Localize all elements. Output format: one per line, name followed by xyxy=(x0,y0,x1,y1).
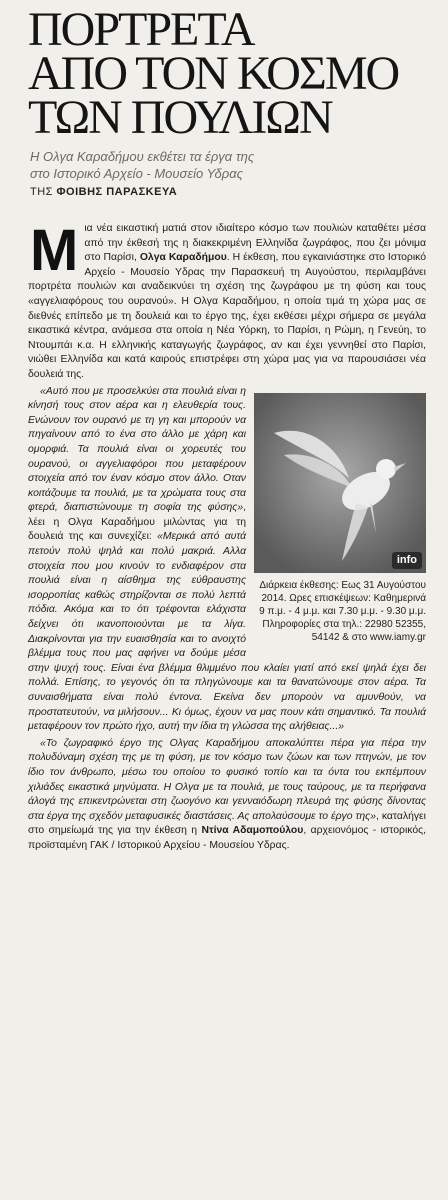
info-badge: info xyxy=(392,552,422,569)
info-box xyxy=(254,393,426,644)
byline-prefix: ΤΗΣ xyxy=(30,186,53,198)
artist-quote-2: «Μερικά από αυτά πετούν πολύ ψηλά και πολύ μακριά. Αλλα στοιχεία που μου κινούν το ενδιαφέρον στα πουλιά είναι η αίσθημα της εύθραυστης ισορροπίας καθώς στηρίζονται σε πολύ λεπτά πόδια. Ακόμα και το ότι τρέφονται ελάχιστα δείχνει ότι ικανοποιούνται με τα λίγα. Διακρίνονται για την ευαισθησία και το ανοιχτό βλέμμα τους που μας αφήνει να δούμε μέσα στην ψυχή τους. Είναι ένα βλέμμα θλιμμένο που κλαίει γιατί από εκεί ψηλά έχει δει πολλά. Επίσης, το γεγονός ότι τα πληγώνουμε και τα θανατώνουμε στον αέρα. Τα συναισθήματα είναι πολύ έντονα. Εκείνα δεν μπορούν να αμυνθούν, να προστατευτούν, να μιλήσουν... Κι όμως, έχουν να μας πουν κάτι σημαντικό. Τα πουλιά μεταφέρουν τον πρώτο ήχο, αυτή την ίδια τη γλώσσα της αλήθειας...» xyxy=(28,531,426,733)
subtitle xyxy=(30,148,410,182)
subtitle-line-1: Η Ολγα Καραδήμου εκθέτει τα έργα της xyxy=(30,149,255,164)
curator-quote: «Το ζωγραφικό έργο της Ολγας Καραδήμου αποκαλύπτει πέρα για πέρα την πολυδύναμη σχέση της με τη φύση, με τον κόσμο των ζώων και των πτηνών, με τον ίδιο τον άνθρωπο, μέσω του οποίου το φυσικό τοπίο και τα όντα του εκπέμπουν χιλιάδες εικαστικά μηνύματα. Η Ολγα με τα πουλιά, με τους ταύρους, με τα περήφανα άλογά της επικεντρώνεται στη ζωογόνο και γενναιόδωρη πλευρά της φύσης δίνοντας στα έργα της σχεδόν μεταφυσικές διαστάσεις. Ας απολαύσουμε το έργο της» xyxy=(28,737,426,822)
headline xyxy=(28,3,428,144)
bird-photo xyxy=(254,393,426,573)
artist-name: Ολγα Καραδήμου xyxy=(139,252,227,264)
p3-tail-a: , καταλήγει στο σημείωμά της για την έκθεση η xyxy=(28,810,426,837)
article-body xyxy=(28,218,426,856)
p1-text-b: . Η έκθεση, που εγκαινιάστηκε στο Ιστορικό Αρχείο - Μουσείο Υδρας την Παρασκευή τη Αυγούστου, περιλαμβάνει πορτρέτα πουλιών και αναδεικνύει τη σχέση της ζωγράφου με τη φύση και τους «αγγελιαφόρους του ουρανού». Η Ολγα Καραδήμου, η οποία τιμά τη χώρα μας σε διεθνές επίπεδο με τη δουλειά και το έργο της, έχει εκθέσει μέχρι σήμερα σε μεγάλα εικαστικά κέντρα, ανάμεσα στα οποία η Νέα Υόρκη, το Παρίσι, η Ρώμη, η Γενεύη, το Ντουμπάι κ.α. Η ελληνικής καταγωγής ζωγράφος, αν και έχει γεννηθεί στο Παρίσι, νιώθει Ελληνίδα και κατά καιρούς επιστρέφει στη χώρα μας για να παρουσιάσει νέα δουλειά της. xyxy=(28,252,426,380)
headline-line-2: ΑΠΟ ΤΟΝ ΚΟΣΜΟ xyxy=(28,47,399,100)
p2-attribution: , λέει η Ολγα Καραδήμου μιλώντας για τη δουλειά της και συνεχίζει: xyxy=(28,502,246,543)
p1-text-a: ια νέα εικαστική ματιά στον ιδιαίτερο κόσμο των πουλιών καταθέτει μέσα από την έκθεσή της η διακεκριμένη Ελληνίδα ζωγράφος, που ζει μόνιμα στο Παρίσι, xyxy=(84,223,426,264)
byline xyxy=(30,186,177,198)
paragraph-1 xyxy=(28,218,426,383)
artist-quote-1: «Αυτό που με προσελκύει στα πουλιά είναι η κίνησή τους στον αέρα και η ελευθερία τους. Ενώνουν τον ουρανό με τη γη και μπορούν να πηγαίνουν από το ένα στο άλλο με χάρη και ομορφιά. Τα πουλιά είναι οι χορευτές του ουρανού, οι αγγελιαφόροι που μεταφέρουν στοιχεία από τον έναν κόσμο στον άλλο. Οταν κοιτάζουμε τα πουλιά, με τα χρώματα τους στα φτερά, διαπιστώνουμε τη σοφία της φύσης» xyxy=(28,385,246,514)
subtitle-line-2: στο Ιστορικό Αρχείο - Μουσείο Υδρας xyxy=(30,166,243,181)
curator-name: Ντίνα Αδαμοπούλου xyxy=(201,825,304,837)
p3-tail-b: , αρχειονόμος - ιστορικός, προϊσταμένη ΓΑΚ / Ιστορικού Αρχείου - Μουσείου Υδρας. xyxy=(28,825,426,851)
byline-author: ΦΟΙΒΗΣ ΠΑΡΑΣΚΕΥΑ xyxy=(56,186,178,198)
headline-line-3: ΤΩΝ ΠΟΥΛΙΩΝ xyxy=(28,91,332,144)
bird-illustration xyxy=(254,393,426,573)
headline-line-1: ΠΟΡΤΡΕΤΑ xyxy=(28,3,254,56)
drop-cap: Μ xyxy=(30,218,79,283)
paragraph-3 xyxy=(28,737,426,854)
exhibition-info-caption: Διάρκεια έκθεσης: Εως 31 Αυγούστου 2014. Ωρες επισκέψεων: Καθημερινά 9 π.μ. - 4 μ.μ. και 7.30 μ.μ. - 9.30 μ.μ. Πληροφορίες στα τηλ.: 22980 52355, 54142 & στο www.iamy.gr xyxy=(259,579,426,643)
